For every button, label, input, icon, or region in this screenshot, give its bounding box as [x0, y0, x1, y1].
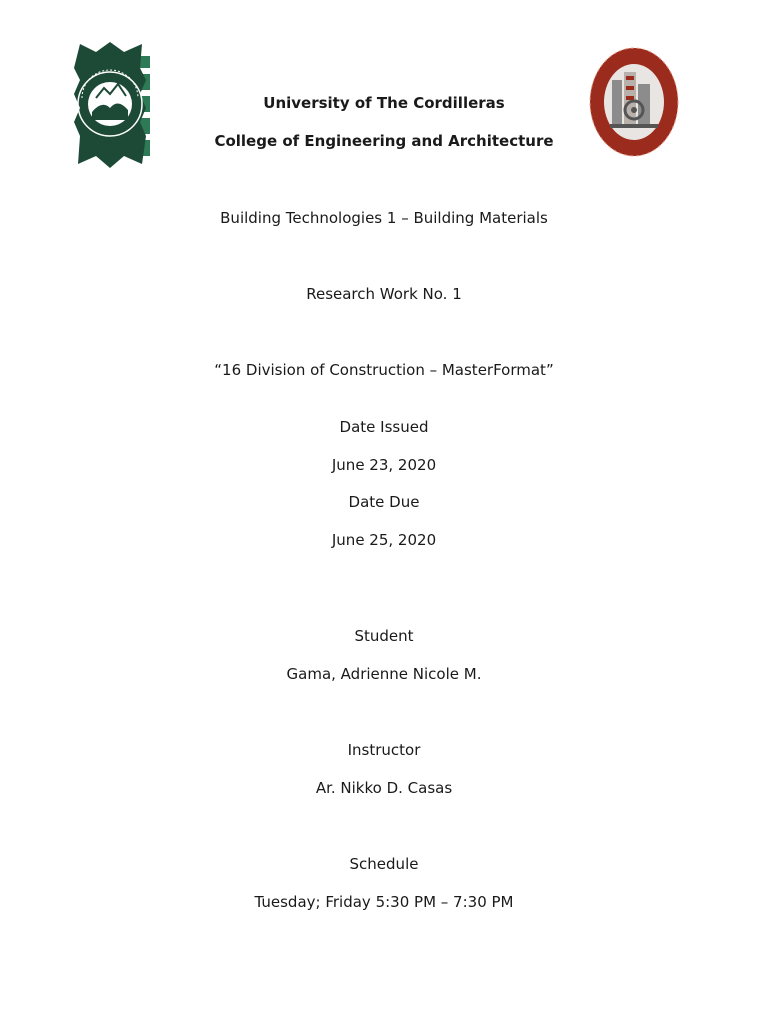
university-name: University of The Cordilleras [263, 94, 505, 112]
instructor-name: Ar. Nikko D. Casas [315, 779, 453, 797]
research-work-number: Research Work No. 1 [306, 285, 462, 303]
date-due-label: Date Due [348, 493, 420, 511]
schedule-label: Schedule [349, 855, 419, 873]
instructor-label: Instructor [347, 741, 421, 759]
student-name: Gama, Adrienne Nicole M. [286, 665, 482, 683]
date-due-value: June 25, 2020 [331, 531, 437, 549]
course-title: Building Technologies 1 – Building Materials [220, 209, 548, 227]
schedule-value: Tuesday; Friday 5:30 PM – 7:30 PM [254, 893, 514, 911]
date-issued-value: June 23, 2020 [331, 456, 437, 474]
research-topic: “16 Division of Construction – MasterFormat” [214, 361, 554, 379]
student-label: Student [354, 627, 414, 645]
college-name: College of Engineering and Architecture [214, 132, 554, 150]
date-issued-label: Date Issued [339, 418, 429, 436]
